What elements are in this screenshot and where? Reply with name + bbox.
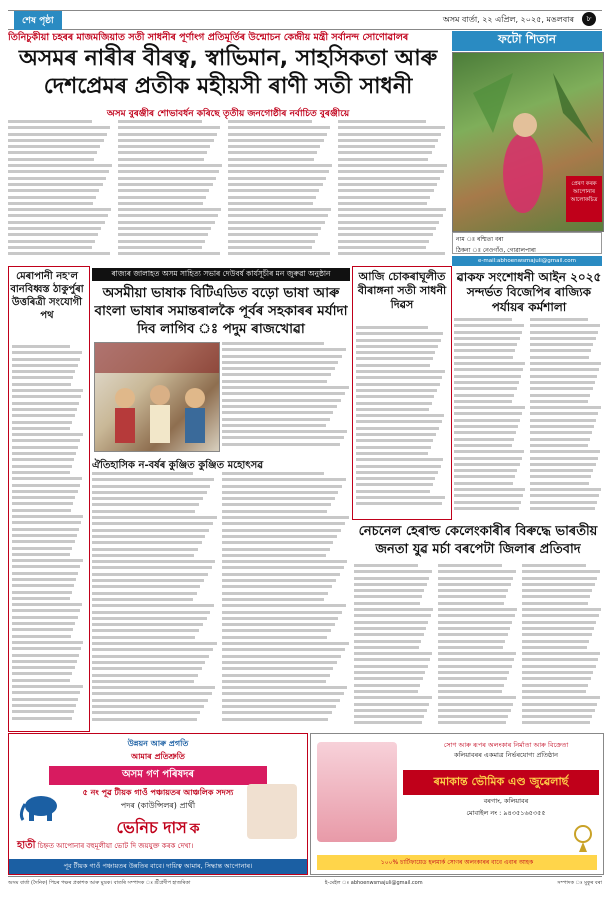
footer-line1: অসম বাৰ্তা (দৈনিক) পিচৰ পক্ষৰ প্ৰকাশক আৰু মুদ্ৰক। বাতৰি সম্পাদক ঃ শ্ৰীপ্ৰদীপ হাজৰিকা bbox=[8, 880, 191, 886]
bottom-body-1 bbox=[354, 564, 434, 728]
elephant-icon bbox=[19, 792, 63, 822]
model-photo bbox=[317, 742, 397, 842]
right-body-1 bbox=[454, 318, 526, 518]
ad-seat: ৫ নং পূৱ টীয়ক গাওঁ পঞ্চায়তৰ আঞ্চলিক সদস্য bbox=[82, 788, 234, 797]
box-headline: আজি চোকৰাঘূলীত বীৰাঙ্গনা সতী সাধনী দিৱস bbox=[357, 270, 447, 311]
ad-symbol-line: চিহ্নত আপোনাৰ বহুমূলীয়া ভোট দি জয়যুক্ত কৰক দেখা। bbox=[37, 842, 194, 850]
election-ad bbox=[8, 733, 308, 875]
event-body-2 bbox=[222, 472, 350, 727]
shop-name: ৰমাকান্ত ভৌমিক এণ্ড জুৱেলাৰ্ছ bbox=[403, 770, 599, 795]
lead-body-col-4 bbox=[338, 120, 448, 260]
shop-phone[interactable]: মোবাইল নং : ৯৪৩৫১৬৫৩৫৫ bbox=[466, 809, 546, 817]
right-body-2 bbox=[530, 318, 602, 518]
middle-body-right bbox=[222, 342, 350, 452]
header-bar bbox=[8, 10, 602, 30]
date-line: অসম বাৰ্তা, ২২ এপ্ৰিল, ২০২৫, মঙলবাৰ bbox=[442, 14, 574, 24]
bottom-body-2 bbox=[438, 564, 518, 728]
candidate-photo bbox=[247, 784, 297, 839]
left-column-body bbox=[12, 345, 84, 725]
ad-footer: পূব টীয়ক গাওঁ পঞ্চায়তৰ উন্নতিৰ বাবে। দায়িত্ব আমাৰ, সিদ্ধান্ত আপোনাৰ। bbox=[9, 859, 307, 874]
lead-body-col-2 bbox=[118, 120, 223, 260]
photo-caption bbox=[452, 232, 602, 254]
event-photo bbox=[94, 342, 220, 452]
ad-top2: আমাৰ প্ৰতিশ্ৰুতি bbox=[131, 752, 185, 761]
left-column-headline: মেৰাপানী নহ'ল বানবিধ্বস্ত ঠাকুৰ্পুৰা উত্তৰিত্ৰী সংযোগী পথ bbox=[10, 271, 84, 321]
ad-post: পদৰ (কাউন্সিলৰ) প্ৰাৰ্থী bbox=[120, 801, 196, 810]
ad2-top: সোণ আৰু ৰূপৰ অলংকাৰ নিৰ্মাতা আৰু বিক্ৰেতা bbox=[443, 741, 569, 749]
caption-name: নাম ঃ ৰশ্মিতা বৰা bbox=[456, 236, 504, 243]
photo-note: প্ৰেৰণ কৰক আপোনাৰ আলোকচিত্ৰ bbox=[566, 176, 602, 222]
bottom-body-3 bbox=[522, 564, 602, 728]
photo-section-header: ফটো শিতান bbox=[452, 31, 602, 51]
middle-kicker: ৰাজ্যৰ জালাহত অসম সাহিত্য সভাৰ দেউবৰ্ষ কাৰ্যসূচীৰ মন জুৰুৱা অনুষ্ঠান bbox=[92, 268, 350, 281]
lead-subhead: অসম বুৰঞ্জীৰ শোভাবৰ্ধন কৰিছে তৃতীয় জনগোষ্ঠীৰ নৰ্বাচিত বুৰঞ্জীয়ে bbox=[106, 109, 350, 119]
ad-party: অসম গণ পৰিষদৰ bbox=[49, 766, 267, 785]
right-headline: ৱাকফ সংশোধনী আইন ২০২৫ সন্দৰ্ভত বিজেপিৰ ৰাজ্যিক পৰ্যায়ৰ কৰ্মশালা bbox=[456, 270, 602, 314]
box-body bbox=[356, 326, 446, 514]
lead-body-col-3 bbox=[228, 120, 333, 260]
event-body-1 bbox=[92, 472, 218, 727]
candidate-name: ভেনিচ দাস bbox=[116, 818, 187, 837]
footer-line2[interactable]: ই-মেইল ঃ abhoenwsmajuli@gmail.com bbox=[324, 880, 423, 886]
shop-location: বৰগাং, কলিয়াবৰ bbox=[483, 797, 529, 805]
footer-line3: সম্পাদক ঃ মুকুৰ বৰা bbox=[557, 880, 602, 886]
candidate-name-suffix: ক bbox=[189, 820, 200, 837]
caption-place: ঠিকনা ঃ নেওগাঁও, গোৱালপাৰা bbox=[456, 247, 536, 254]
lead-kicker: তিনিচুকীয়া চহৰৰ মাজমজিয়াত সতী সাধনীৰ পূৰ্ণাংগ প্ৰতিমূৰ্তিৰ উন্মোচন কেন্দ্ৰীয় মন্ত্ৰী সৰ্বানন্দ সোণোৱালৰ bbox=[8, 32, 409, 43]
page-footer bbox=[8, 876, 602, 897]
bottom-headline: নেচনেল হেৰাল্ড কেলেংকাৰীৰ বিৰুদ্ধে ভাৰতীয় জনতা যুৱ মৰ্চা বৰপেটা জিলাৰ প্ৰতিবাদ bbox=[358, 524, 598, 557]
jewel-icon bbox=[573, 824, 593, 854]
jewellery-ad bbox=[310, 733, 604, 875]
lead-headline: অসমৰ নাৰীৰ বীৰত্ব, স্বাভিমান, সাহসিকতা আৰু দেশপ্ৰেমৰ প্ৰতীক মহীয়সী ৰাণী সতী সাধনী bbox=[18, 46, 438, 99]
ad2-top2: কলিয়াবৰৰ একমাত্ৰ নিৰ্ভৰযোগ্য প্ৰতিষ্ঠান bbox=[453, 751, 559, 759]
ad-top: উন্নয়ন আৰু প্ৰগতি bbox=[127, 739, 189, 748]
middle-headline: অসমীয়া ভাষাক বিটিএডিত বড়ো ভাষা আৰু বাংলা ভাষাৰ সমান্তৰালকৈ পূৰ্বৰ সহকাৰৰ মৰ্যাদা দিব লাগিব ঃ পদুম ৰাজখোৱা bbox=[94, 285, 348, 337]
ad2-gold: ১০০% চাৰ্টিফায়েড হলমাৰ্ক সোণৰ অলংকাৰৰ বাবে এবাৰ আহক bbox=[317, 855, 597, 870]
event-headline: ঐতিহাসিক ন-বৰ্ষৰ কুঞ্জিত কুঞ্জিত মহোৎসৱ bbox=[92, 460, 264, 471]
photo-email[interactable]: e-mail:abhoenwsmajuli@gmail.com bbox=[452, 256, 602, 266]
ad-symbol: হাতী bbox=[17, 840, 36, 851]
section-label: শেষ পৃষ্ঠা bbox=[14, 11, 62, 30]
page-number: ৮ bbox=[582, 12, 596, 26]
lead-body-col-1 bbox=[8, 120, 113, 260]
